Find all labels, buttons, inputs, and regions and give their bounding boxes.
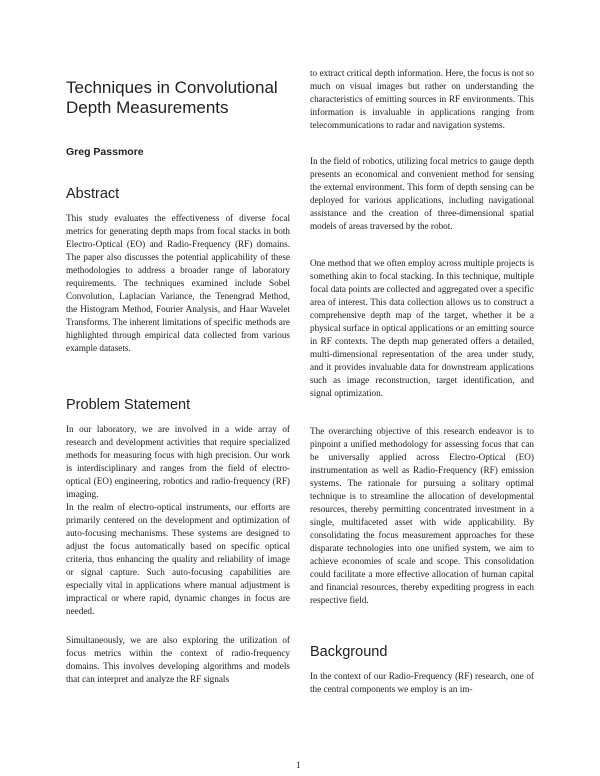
right-paragraph-2: In the field of robotics, utilizing focal metrics to gauge depth presents an economical and convenient method for sensing the external environment. This form of depth sensing can be deployed for various applications, including navigational assistance and the creation of three-dimensional spatial models of areas traversed by the robot.: [310, 156, 534, 231]
background-heading: Background: [310, 644, 388, 660]
paper-title: Techniques in Convolutional Depth Measurements: [66, 78, 278, 117]
author-name: Greg Passmore: [66, 146, 144, 158]
problem-paragraph-3: Simultaneously, we are also exploring the utilization of focus metrics within the context of radio-frequency domains. This involves developing algorithms and models that can interpret and analyze the RF signals: [66, 635, 290, 684]
abstract-paragraph: This study evaluates the effectiveness of diverse focal metrics for generating depth maps from focal stacks in both Electro-Optical (EO) and Radio-Frequency (RF) domains. The paper also discusses the potential applicability of these methodologies to address a broader range of laboratory requirements. The techniques examined include Sobel Convolution, Laplacian Variance, the Tenengrad Method, the Histogram Method, Fourier Analysis, and Haar Wavelet Transforms. The inherent limitations of specific methods are highlighted through empirical data collected from various example datasets.: [66, 213, 290, 353]
problem-paragraph-2: In the realm of electro-optical instruments, our efforts are primarily centered on the development and optimization of auto-focusing mechanisms. These systems are designed to adjust the focus automatically based on specific optical criteria, thus enhancing the quality and reliability of image or signal capture. Such auto-focusing capabilities are especially vital in applications where manual adjustment is impractical or where rapid, dynamic changes in focus are needed.: [66, 502, 290, 616]
right-paragraph-4: The overarching objective of this research endeavor is to pinpoint a unified methodology for assessing focus that can be universally applied across Electro-Optical (EO) instrumentation as well as Radio-Frequency (RF) emission systems. The rationale for pursuing a solitary optimal technique is to streamline the allocation of developmental resources, thereby permitting concentrated investment in a single, multifaceted asset with wide applicability. By consolidating the focus measurement approaches for these disparate technologies into one unified system, we aim to achieve economies of scale and scope. This consolidation could facilitate a more effective allocation of human capital and financial resources, thereby expediting progress in each respective field.: [310, 426, 534, 605]
right-paragraph-1: to extract critical depth information. Here, the focus is not so much on visual images but rather on understanding the characteristics of emitting sources in RF environments. This information is invaluable in applications ranging from telecommunications to radar and navigation systems.: [310, 68, 535, 130]
abstract-heading: Abstract: [66, 186, 120, 202]
page-number: 1: [296, 760, 301, 770]
problem-statement-heading: Problem Statement: [66, 397, 191, 413]
problem-paragraph-1: In our laboratory, we are involved in a wide array of research and development activities that require specialized methods for measuring focus with high precision. Our work is interdisciplinary and ranges from the field of electro-optical (EO) engineering, robotics and radio-frequency (RF) imaging.: [66, 424, 290, 499]
background-paragraph: In the context of our Radio-Frequency (RF) research, one of the central components we employ is an im-: [310, 671, 534, 694]
right-paragraph-3: One method that we often employ across multiple projects is something akin to focal stacking. In this technique, multiple focal data points are collected and aggregated over a specific area of interest. This data collection allows us to construct a comprehensive depth map of the target, whether it be a physical surface in optical applications or an emitting source in RF contexts. The depth map generated offers a detailed, multi-dimensional representation of the area under study, and it provides invaluable data for downstream applications such as image reconstruction, target identification, and signal optimization.: [310, 258, 534, 398]
